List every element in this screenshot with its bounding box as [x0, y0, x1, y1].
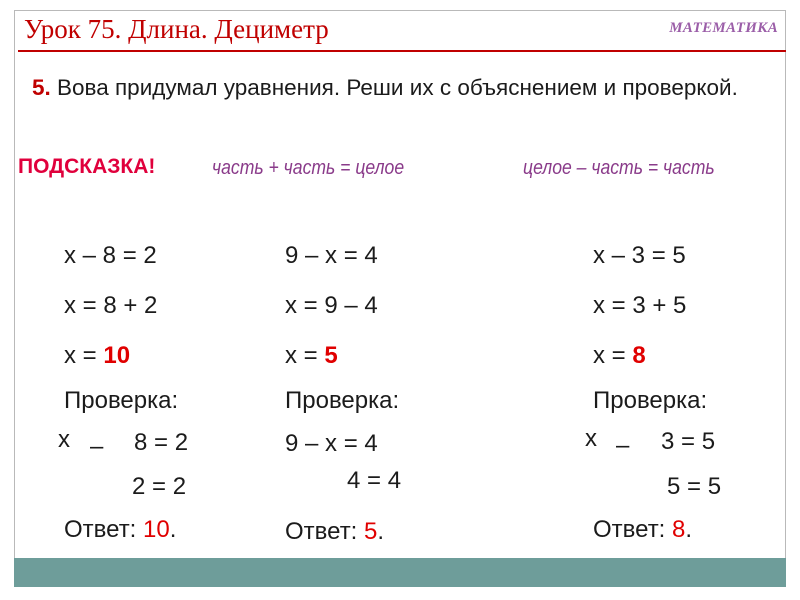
solution-result-3 [593, 342, 646, 370]
check-minus-3: – [616, 432, 630, 459]
solution-result-2 [285, 342, 338, 370]
hint-rule-addition: часть + часть = целое [212, 157, 405, 179]
answer-end: . [377, 518, 385, 545]
result-prefix: х = [285, 342, 325, 369]
check-result-2: 4 = 4 [347, 467, 402, 494]
answer-end: . [169, 516, 177, 543]
answer-3 [593, 516, 692, 544]
answer-1 [64, 516, 176, 544]
result-prefix: х = [64, 342, 104, 369]
check-result-1: 2 = 2 [132, 473, 187, 500]
hint-rule-subtraction: целое – часть = часть [523, 157, 715, 179]
solution-result-1 [64, 342, 130, 370]
check-x-3: х [585, 425, 597, 452]
task-number: 5. [32, 75, 51, 100]
check-minus-1: – [90, 433, 104, 460]
check-equation-2: 9 – х = 4 [285, 430, 378, 457]
check-equation-3: 3 = 5 [661, 428, 716, 455]
check-x-1: х [58, 426, 70, 453]
task-text: Вова придумал уравнения. Реши их с объяснением и проверкой. [50, 75, 738, 100]
check-label-1: Проверка: [64, 387, 179, 414]
solution-step-3: х = 3 + 5 [593, 292, 687, 319]
answer-label: Ответ: [593, 516, 673, 543]
answer-label: Ответ: [285, 518, 365, 545]
answer-value: 10 [143, 516, 170, 543]
equation-1: х – 8 = 2 [64, 242, 157, 269]
subject-label: МАТЕМАТИКА [669, 20, 778, 36]
solution-step-2: х = 9 – 4 [285, 292, 378, 319]
equation-3: х – 3 = 5 [593, 242, 686, 269]
check-label-3: Проверка: [593, 387, 708, 414]
check-label-2: Проверка: [285, 387, 400, 414]
answer-label: Ответ: [64, 516, 144, 543]
equation-2: 9 – х = 4 [285, 242, 378, 269]
answer-end: . [685, 516, 693, 543]
result-value: 10 [103, 342, 131, 369]
footer-bar [14, 558, 786, 587]
answer-2 [285, 518, 384, 546]
answer-value: 8 [672, 516, 686, 543]
title-divider [18, 50, 786, 52]
lesson-title: Урок 75. Длина. Дециметр [24, 14, 329, 44]
solution-step-1: х = 8 + 2 [64, 292, 158, 319]
result-value: 5 [324, 342, 338, 369]
answer-value: 5 [364, 518, 378, 545]
result-value: 8 [632, 342, 646, 369]
result-prefix: х = [593, 342, 633, 369]
task-statement [32, 72, 752, 104]
check-result-3: 5 = 5 [667, 473, 722, 500]
hint-label: ПОДСКАЗКА! [18, 155, 156, 178]
check-equation-1: 8 = 2 [134, 429, 189, 456]
